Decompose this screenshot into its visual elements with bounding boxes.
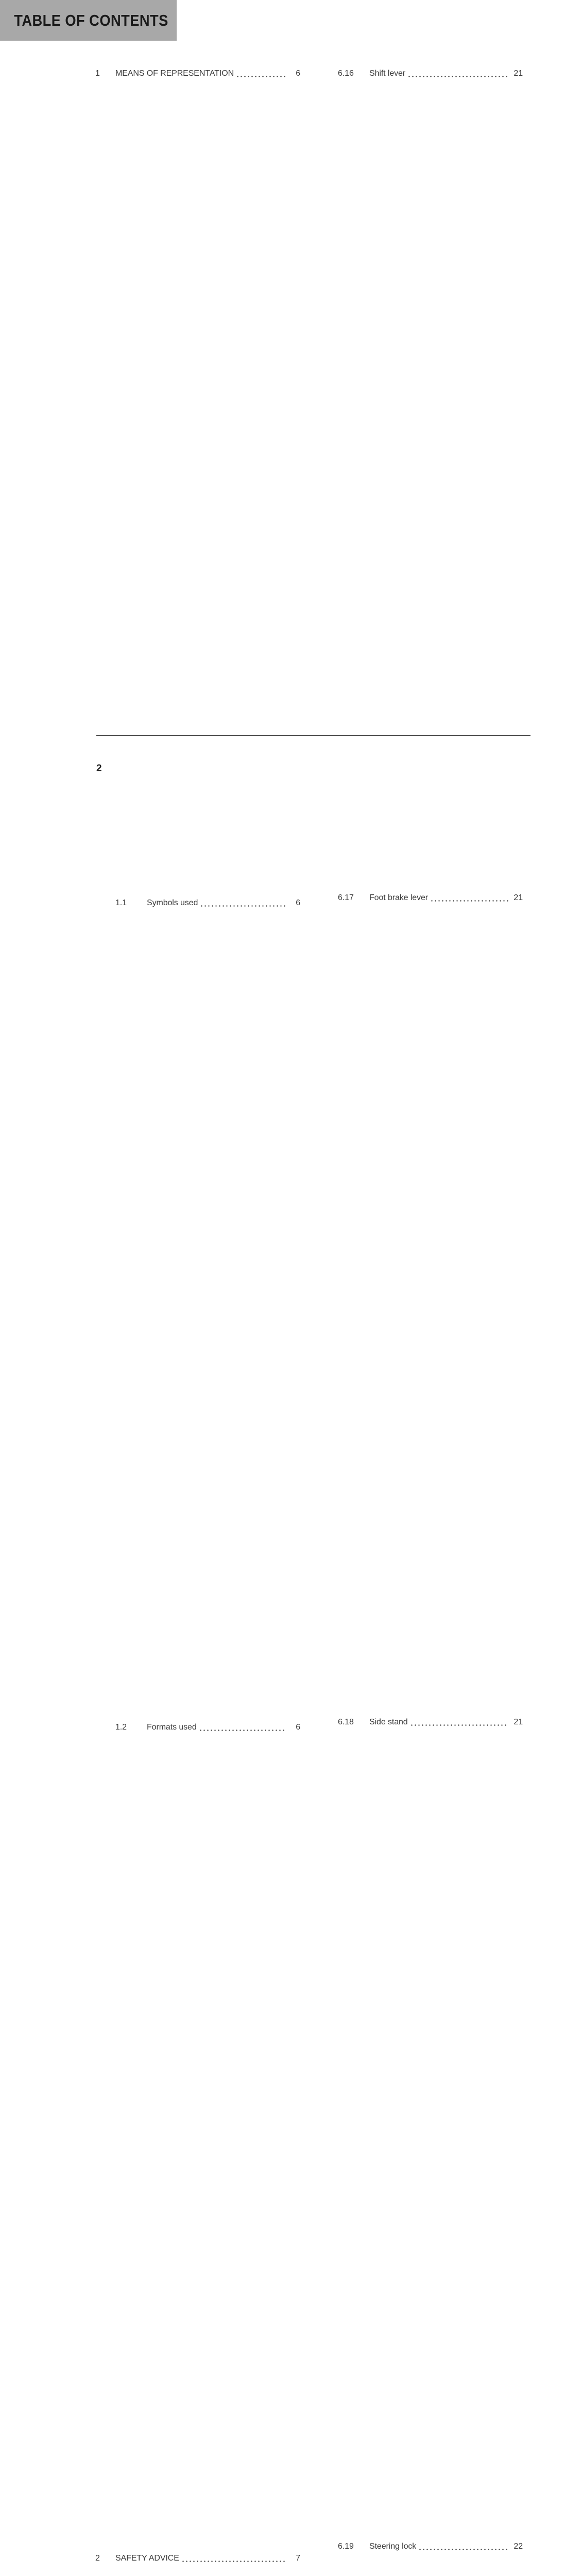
entry-title-text: Foot brake lever xyxy=(369,893,429,902)
dot-leader xyxy=(200,905,286,907)
dot-leader xyxy=(410,1724,508,1726)
entry-title-line xyxy=(115,67,287,79)
page-title: TABLE OF CONTENTS xyxy=(14,11,168,29)
entry-number: 6.19 xyxy=(338,2542,354,2551)
entry-title xyxy=(369,1716,509,1728)
entry-page: 6 xyxy=(287,67,300,892)
entry-number: 1.2 xyxy=(115,1723,127,1732)
entry-title-line xyxy=(147,897,287,909)
entry-title-line xyxy=(369,892,509,904)
toc-section-entry[interactable] xyxy=(318,892,523,1716)
dot-leader xyxy=(407,76,508,77)
toc-section-entry[interactable] xyxy=(318,67,523,892)
dot-leader xyxy=(430,900,508,902)
entry-page: 21 xyxy=(509,1716,523,2540)
entry-number: 6.16 xyxy=(338,69,354,78)
entry-number: 1.1 xyxy=(115,899,127,907)
entry-page: 21 xyxy=(509,67,523,892)
entry-title-text: Steering lock xyxy=(369,2542,417,2551)
entry-title xyxy=(147,1721,287,1733)
entry-title xyxy=(115,2552,287,2564)
entry-title-line xyxy=(369,1716,509,1728)
entry-title xyxy=(369,67,509,79)
toc-section-entry[interactable] xyxy=(318,1716,523,2540)
header-banner xyxy=(0,0,177,41)
entry-number: 6.17 xyxy=(338,893,354,902)
entry-number: 2 xyxy=(95,2554,100,2563)
entry-page: 21 xyxy=(509,892,523,1716)
entry-number: 6.18 xyxy=(338,1718,354,1726)
entry-title xyxy=(115,67,287,79)
entry-title-text: Side stand xyxy=(369,1718,408,1726)
toc-column-left xyxy=(95,67,300,2576)
dot-leader xyxy=(418,2549,508,2550)
entry-title-line xyxy=(369,67,509,79)
entry-title-line xyxy=(369,2540,509,2552)
entry-title-text: SAFETY ADVICE xyxy=(115,2554,179,2563)
toc-section-entry[interactable] xyxy=(95,897,300,1721)
toc-section-entry[interactable] xyxy=(318,2540,523,2576)
entry-title-text: MEANS OF REPRESENTATION xyxy=(115,69,234,78)
toc-section-entry[interactable] xyxy=(95,1721,300,2546)
toc-column-right xyxy=(318,67,523,2576)
entry-page: 6 xyxy=(287,897,300,1721)
table-of-contents xyxy=(95,67,523,2576)
page-number: 2 xyxy=(96,763,102,774)
entry-title-line xyxy=(115,2552,287,2564)
dot-leader xyxy=(236,76,286,77)
dot-leader xyxy=(181,2561,286,2562)
entry-title xyxy=(147,897,287,909)
entry-title-text: Shift lever xyxy=(369,69,406,78)
dot-leader xyxy=(199,1730,286,1731)
entry-title xyxy=(369,2540,509,2552)
entry-title-text: Formats used xyxy=(147,1723,197,1732)
entry-title xyxy=(369,892,509,904)
entry-page: 7 xyxy=(287,2552,300,2576)
entry-title-line xyxy=(147,1721,287,1733)
toc-chapter-entry[interactable] xyxy=(95,2552,300,2576)
footer-divider xyxy=(96,735,530,736)
toc-chapter-entry[interactable] xyxy=(95,67,300,892)
entry-number: 1 xyxy=(95,69,100,78)
entry-page: 6 xyxy=(287,1721,300,2546)
entry-page: 22 xyxy=(509,2540,523,2576)
entry-title-text: Symbols used xyxy=(147,899,198,907)
